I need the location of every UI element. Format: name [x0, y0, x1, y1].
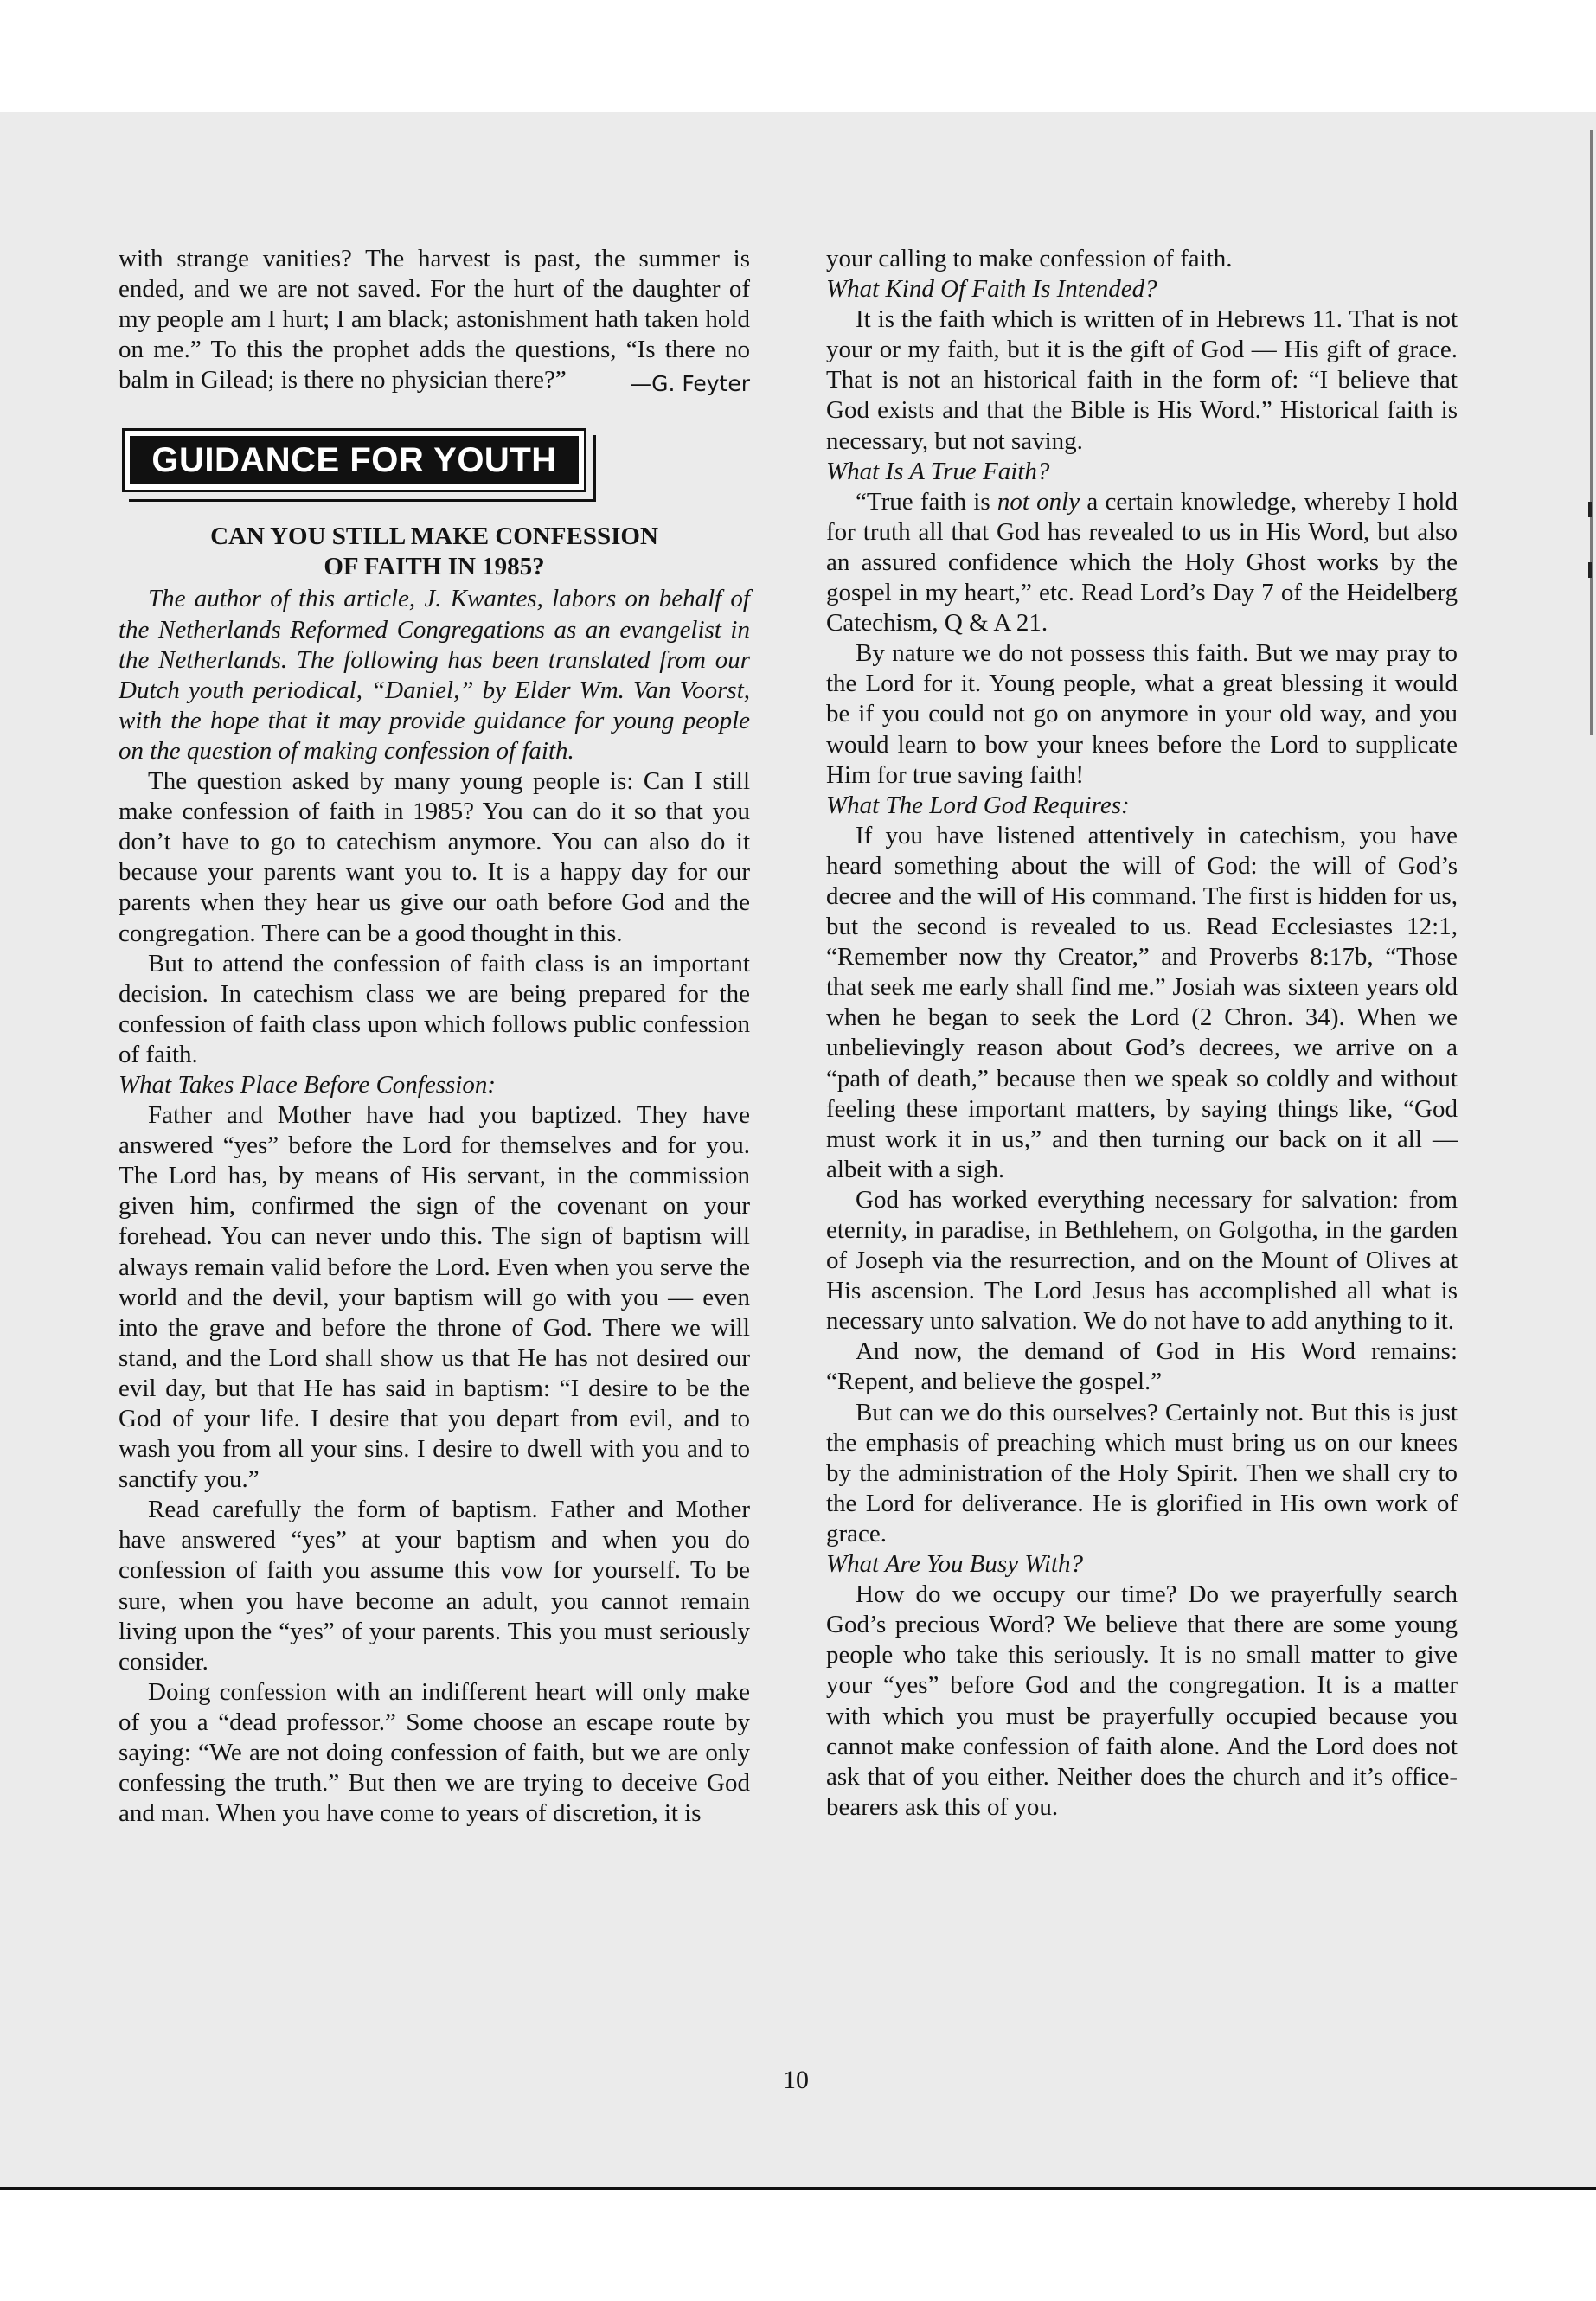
article-title-line: OF FAITH IN 1985? [324, 553, 545, 581]
article-intro: The author of this article, J. Kwantes, labors on behalf of the Netherlands Reformed Congregations as an evangelist in the Netherlands. The following has been translated from our Dutch youth periodical, “Daniel,” by Elder Wm. Van Voorst, with the hope that it may provide guidance for young people on the question of making confession of faith. [119, 585, 750, 765]
section-subheading: What Is A True Faith? [826, 457, 1050, 485]
previous-article-text: with strange vanities? The harvest is past, the summer is ended, and we are not saved. For the hurt of the daughter of my people am I hurt; I am black; astonishment hath taken hold on me.” To this the prophet adds the questions, “Is there no balm in Gilead; is there no physician there?” [119, 245, 750, 394]
paragraph: But to attend the confession of faith class is an important decision. In catechism class we are being prepared for the confession of faith class upon which follows public confession of faith. [119, 949, 750, 1068]
article-title [119, 522, 750, 582]
left-column [119, 244, 750, 1829]
quote-text: “True faith is [856, 487, 997, 516]
previous-article-ending [119, 244, 750, 395]
page-edge-rule [0, 2187, 1596, 2190]
paragraph: Doing confession with an indifferent heart will only make of you a “dead professor.” Some choose an escape route by saying: “We are not doing confession of faith, but we are only confessing the truth.” But then we are trying to deceive God and man. When you have come to years of discretion, it is [119, 1677, 750, 1828]
paragraph: And now, the demand of God in His Word remains: “Repent, and believe the gospel.” [826, 1337, 1458, 1396]
section-subheading: What The Lord God Requires: [826, 791, 1130, 819]
paragraph [826, 487, 1458, 638]
paragraph-continued: your calling to make confession of faith. [826, 245, 1233, 272]
paragraph: Read carefully the form of baptism. Father and Mother have answered “yes” at your baptism and when you do confession of faith you assume this vow for yourself. To be sure, when you have become an adult, you cannot remain living upon the “yes” of your parents. This you must seriously consider. [119, 1496, 750, 1676]
section-subheading: What Kind Of Faith Is Intended? [826, 275, 1157, 304]
paragraph: God has worked everything necessary for salvation: from eternity, in paradise, in Bethlehem, on Golgotha, in the garden of Joseph via the resurrection, and on the Mount of Olives at His ascension. The Lord Jesus has accomplished all what is necessary unto salvation. We do not have to add anything to it. [826, 1185, 1458, 1336]
quote-text: a certain knowledge, whereby I hold for truth all that God has revealed to us in His Word, but also an assured confidence which the Holy Ghost works by the gospel in my heart,” etc. Read Lord’s Day 7 of the Heidelberg Catechism, Q & A 21. [826, 487, 1458, 638]
page-number: 10 [783, 2066, 809, 2094]
banner-label: GUIDANCE FOR YOUTH [130, 436, 579, 484]
article-title-line: CAN YOU STILL MAKE CONFESSION [210, 522, 658, 551]
paragraph: It is the faith which is written of in Hebrews 11. That is not your or my faith, but it is the gift of God — His gift of grace. That is not an historical faith in the form of: “I believe that God exists and that the Bible is His Word.” Historical faith is necessary, but not saving. [826, 305, 1458, 455]
emphasis-text: not only [997, 487, 1080, 516]
scan-edge-dot [1588, 502, 1592, 517]
section-subheading: What Takes Place Before Confession: [119, 1070, 497, 1099]
banner-frame [122, 428, 586, 492]
paragraph: Father and Mother have had you baptized. They have answered “yes” before the Lord for themselves and for you. The Lord has, by means of His servant, in the commission given him, confirmed the sign of the covenant on your forehead. You can never undo this. The sign of baptism will always remain valid before the Lord. Even when you serve the world and the devil, your baptism will go with you — even into the grave and before the throne of God. There we will stand, and the Lord shall show us that He has not desired our evil day, but that He has said in baptism: “I desire to be the God of your life. I desire that you depart from evil, and to wash you from all your sins. I desire to dwell with you and to sanctify you.” [119, 1101, 750, 1494]
paragraph: How do we occupy our time? Do we prayerfully search God’s precious Word? We believe that there are some young people who take this seriously. It is no small matter to give your “yes” before God and the congregation. It is a matter with which you must be prayerfully occupied because you cannot make confession of faith alone. And the Lord does not ask that of you either. Neither does the church and it’s office-bearers ask this of you. [826, 1580, 1458, 1821]
right-column [826, 244, 1458, 1823]
paragraph: If you have listened attentively in catechism, you have heard something about the will of God: the will of God’s decree and the will of His command. The first is hidden for us, but the second is revealed to us. Read Ecclesiastes 12:1, “Remember now thy Creator,” and Proverbs 8:17b, “Those that seek me early shall find me.” Josiah was sixteen years old when he began to seek the Lord (2 Chron. 34). When we unbelievingly reason about God’s decrees, we arrive on a “path of death,” because then we speak so coldly and without feeling these important matters, by saying things like, “God must work it in us,” and then turning our back on it all — albeit with a sigh. [826, 821, 1458, 1183]
author-signature: —G. Feyter [630, 371, 750, 397]
section-banner [122, 428, 593, 501]
scan-margin-top [0, 0, 1596, 112]
scan-edge-dot [1588, 562, 1592, 578]
paragraph: By nature we do not possess this faith. But we may pray to the Lord for it. Young people, what a great blessing it would be if you could not go on anymore in your old way, and you would learn to bow your knees before the Lord to supplicate Him for true saving faith! [826, 639, 1458, 789]
paragraph: The question asked by many young people is: Can I still make confession of faith in 1985? You can do it so that you don’t have to go to catechism anymore. You can also do it because your parents want you to. It is a happy day for our parents when they hear us give our oath before God and the congregation. There can be a good thought in this. [119, 767, 750, 947]
scan-edge-mark [1590, 130, 1593, 735]
section-subheading: What Are You Busy With? [826, 1550, 1083, 1579]
paragraph: But can we do this ourselves? Certainly not. But this is just the emphasis of preaching which must bring us on our knees by the administration of the Holy Spirit. Then we shall cry to the Lord for deliverance. He is glorified in His own work of grace. [826, 1398, 1458, 1548]
